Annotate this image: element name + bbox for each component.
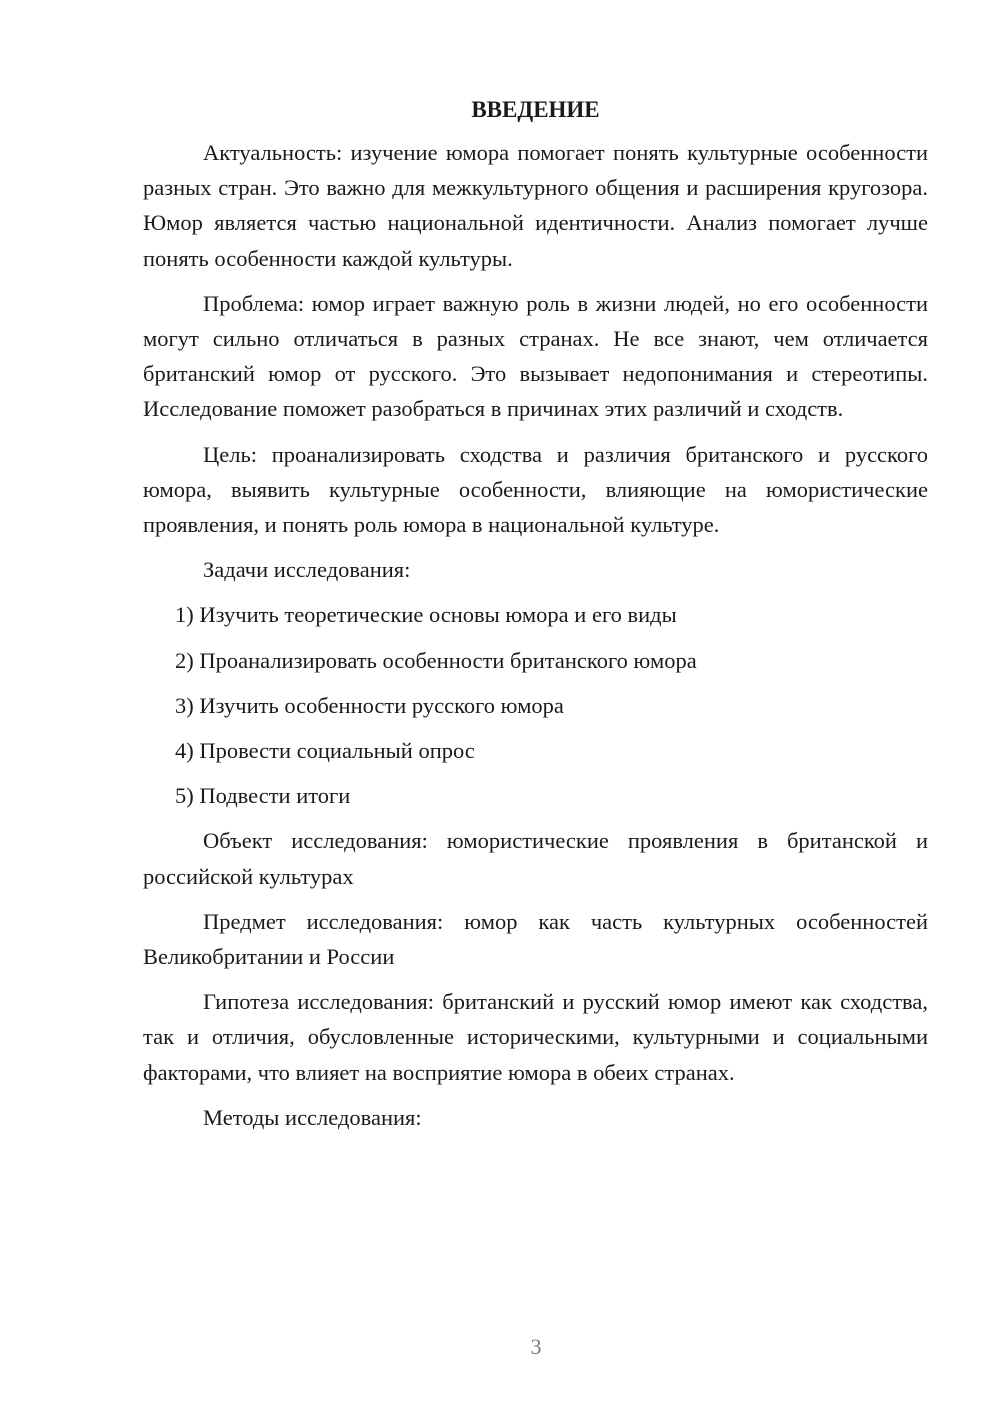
list-item: 4) Провести социальный опрос bbox=[175, 738, 475, 764]
document-page bbox=[143, 92, 928, 1145]
tasks-heading: Задачи исследования: bbox=[203, 557, 411, 583]
list-item: 3) Изучить особенности русского юмора bbox=[175, 692, 564, 718]
list-item: 2) Проанализировать особенности британского юмора bbox=[175, 647, 697, 673]
paragraph-problem: Проблема: юмор играет важную роль в жизни людей, но его особенности могут сильно отличаться в разных странах. Не все знают, чем отличается британский юмор от русского. Это вызывает недопонимания и стереотипы. Исследование поможет разобраться в причинах этих различий и сходств. bbox=[143, 290, 928, 422]
list-item: 5) Подвести итоги bbox=[175, 783, 351, 809]
paragraph-hypothesis: Гипотеза исследования: британский и русский юмор имеют как сходства, так и отличия, обусловленные историческими, культурными и социальными факторами, что влияет на восприятие юмора в обеих странах. bbox=[143, 989, 928, 1085]
tasks-list bbox=[143, 597, 928, 813]
page-title: ВВЕДЕНИЕ bbox=[471, 97, 600, 122]
page-number: 3 bbox=[530, 1334, 542, 1359]
methods-heading: Методы исследования: bbox=[203, 1104, 422, 1130]
paragraph-object: Объект исследования: юмористические проявления в британской и российской культурах bbox=[143, 828, 928, 889]
paragraph-goal: Цель: проанализировать сходства и различия британского и русского юмора, выявить культурные особенности, влияющие на юмористические проявления, и понять роль юмора в национальной культуре. bbox=[143, 441, 928, 538]
paragraph-relevance: Актуальность: изучение юмора помогает понять культурные особенности разных стран. Это важно для межкультурного общения и расширения кругозора. Юмор является частью национальной идентичности. Анализ помогает лучше понять особенности каждой культуры. bbox=[143, 140, 928, 271]
list-item: 1) Изучить теоретические основы юмора и его виды bbox=[175, 602, 677, 628]
paragraph-subject: Предмет исследования: юмор как часть культурных особенностей Великобритании и России bbox=[143, 908, 928, 970]
